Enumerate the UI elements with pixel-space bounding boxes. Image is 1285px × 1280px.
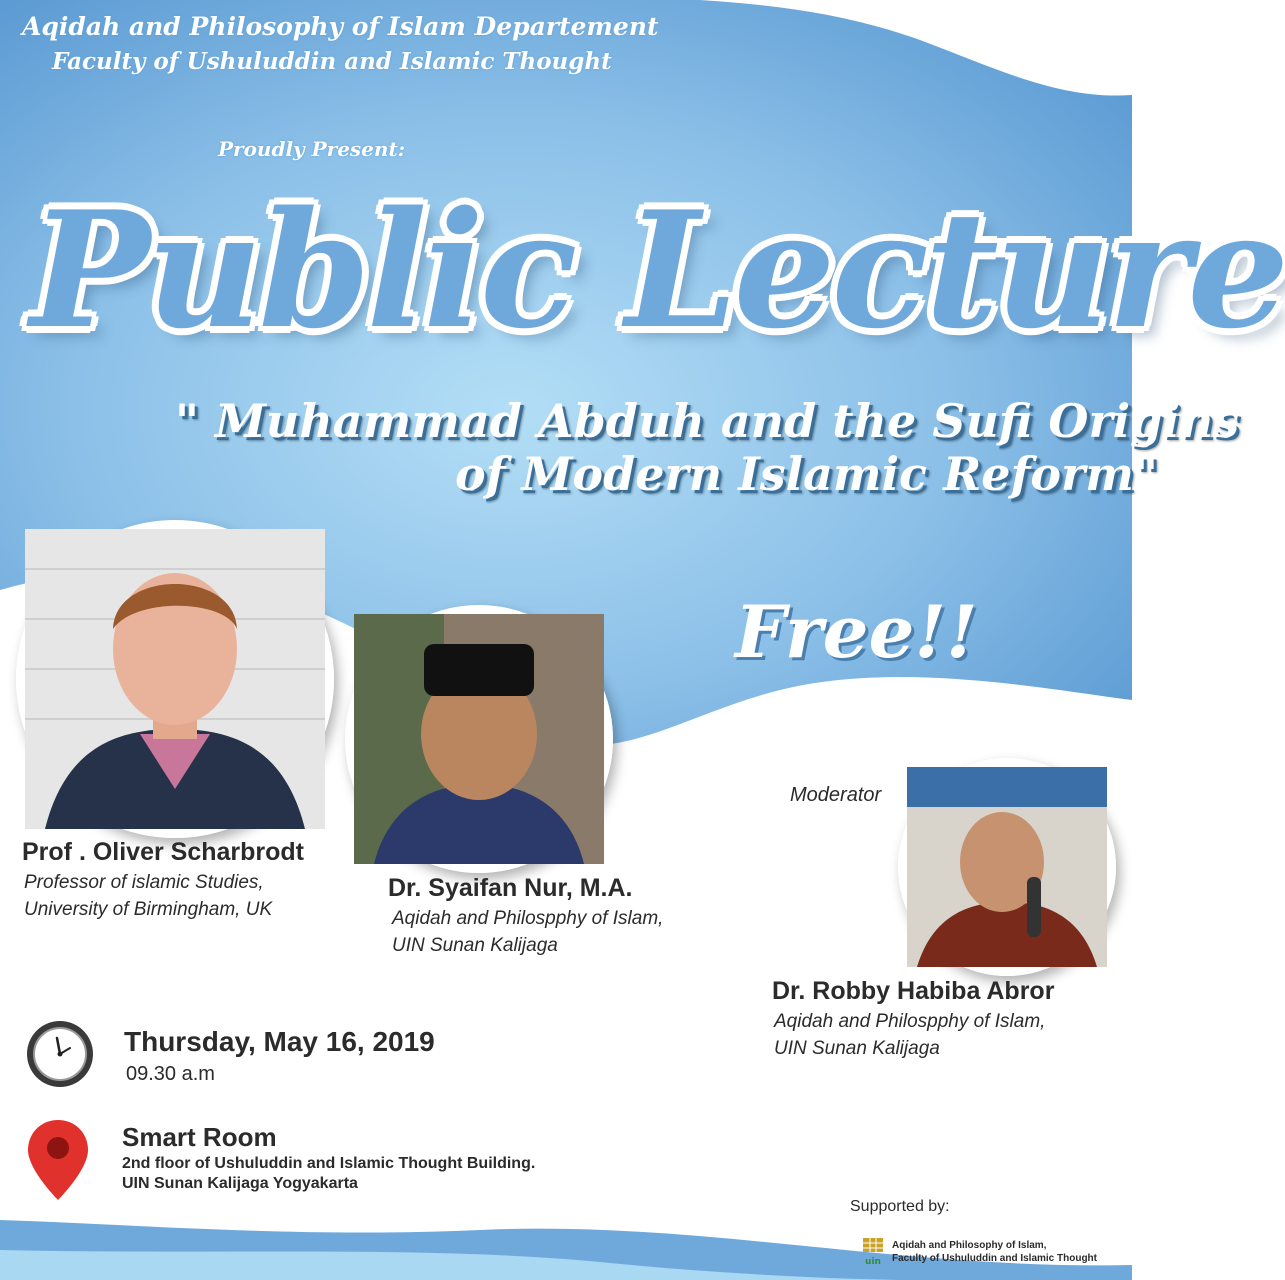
topic-line-2: of Modern Islamic Reform" [455, 447, 1158, 501]
uin-logo [860, 1238, 886, 1266]
department-name: Aqidah and Philosophy of Islam Departement [22, 12, 659, 41]
venue-address-2: UIN Sunan Kalijaga Yogyakarta [122, 1175, 358, 1192]
e-certificate-label: e-certificate [826, 684, 939, 706]
speaker-2-portrait [354, 614, 604, 864]
supporter-line-1: Aqidah and Philosophy of Islam, [892, 1240, 1047, 1251]
speaker-1-name: Prof . Oliver Scharbrodt [22, 838, 305, 866]
event-date: Thursday, May 16, 2019 [124, 1026, 435, 1057]
supporter-line-2: Faculty of Ushuluddin and Islamic Thought [892, 1253, 1097, 1264]
svg-text:uin: uin [865, 1257, 881, 1267]
venue-name: Smart Room [122, 1122, 277, 1152]
speaker-2-affiliation: UIN Sunan Kalijaga [392, 935, 558, 956]
speaker-1-affiliation: University of Birmingham, UK [24, 899, 273, 920]
faculty-name: Faculty of Ushuluddin and Islamic Thought [52, 48, 612, 75]
supported-by-label: Supported by: [850, 1198, 950, 1215]
moderator-portrait [907, 767, 1107, 967]
moderator-label: Moderator [790, 784, 882, 806]
speaker-2-photo [345, 605, 613, 873]
clock-icon [24, 1018, 96, 1090]
event-title: Public Lecture [30, 176, 1285, 364]
speaker-1-role: Professor of islamic Studies, [24, 872, 264, 893]
proudly-present-text: Proudly Present: [218, 137, 406, 161]
speaker-2-name: Dr. Syaifan Nur, M.A. [388, 874, 633, 902]
moderator-affiliation: UIN Sunan Kalijaga [774, 1038, 940, 1059]
topic-line-1: " Muhammad Abduh and the Sufi Origins [175, 394, 1240, 448]
free-label: Free!! [735, 589, 978, 674]
event-time: 09.30 a.m [126, 1063, 215, 1085]
venue-address-1: 2nd floor of Ushuluddin and Islamic Thought Building. [122, 1155, 536, 1172]
speaker-1-photo [16, 520, 334, 838]
speaker-1-portrait [25, 529, 325, 829]
location-pin-icon [26, 1118, 90, 1202]
moderator-role: Aqidah and Philospphy of Islam, [774, 1011, 1046, 1032]
moderator-name: Dr. Robby Habiba Abror [772, 977, 1055, 1005]
moderator-photo [898, 758, 1116, 976]
speaker-2-role: Aqidah and Philospphy of Islam, [392, 908, 664, 929]
